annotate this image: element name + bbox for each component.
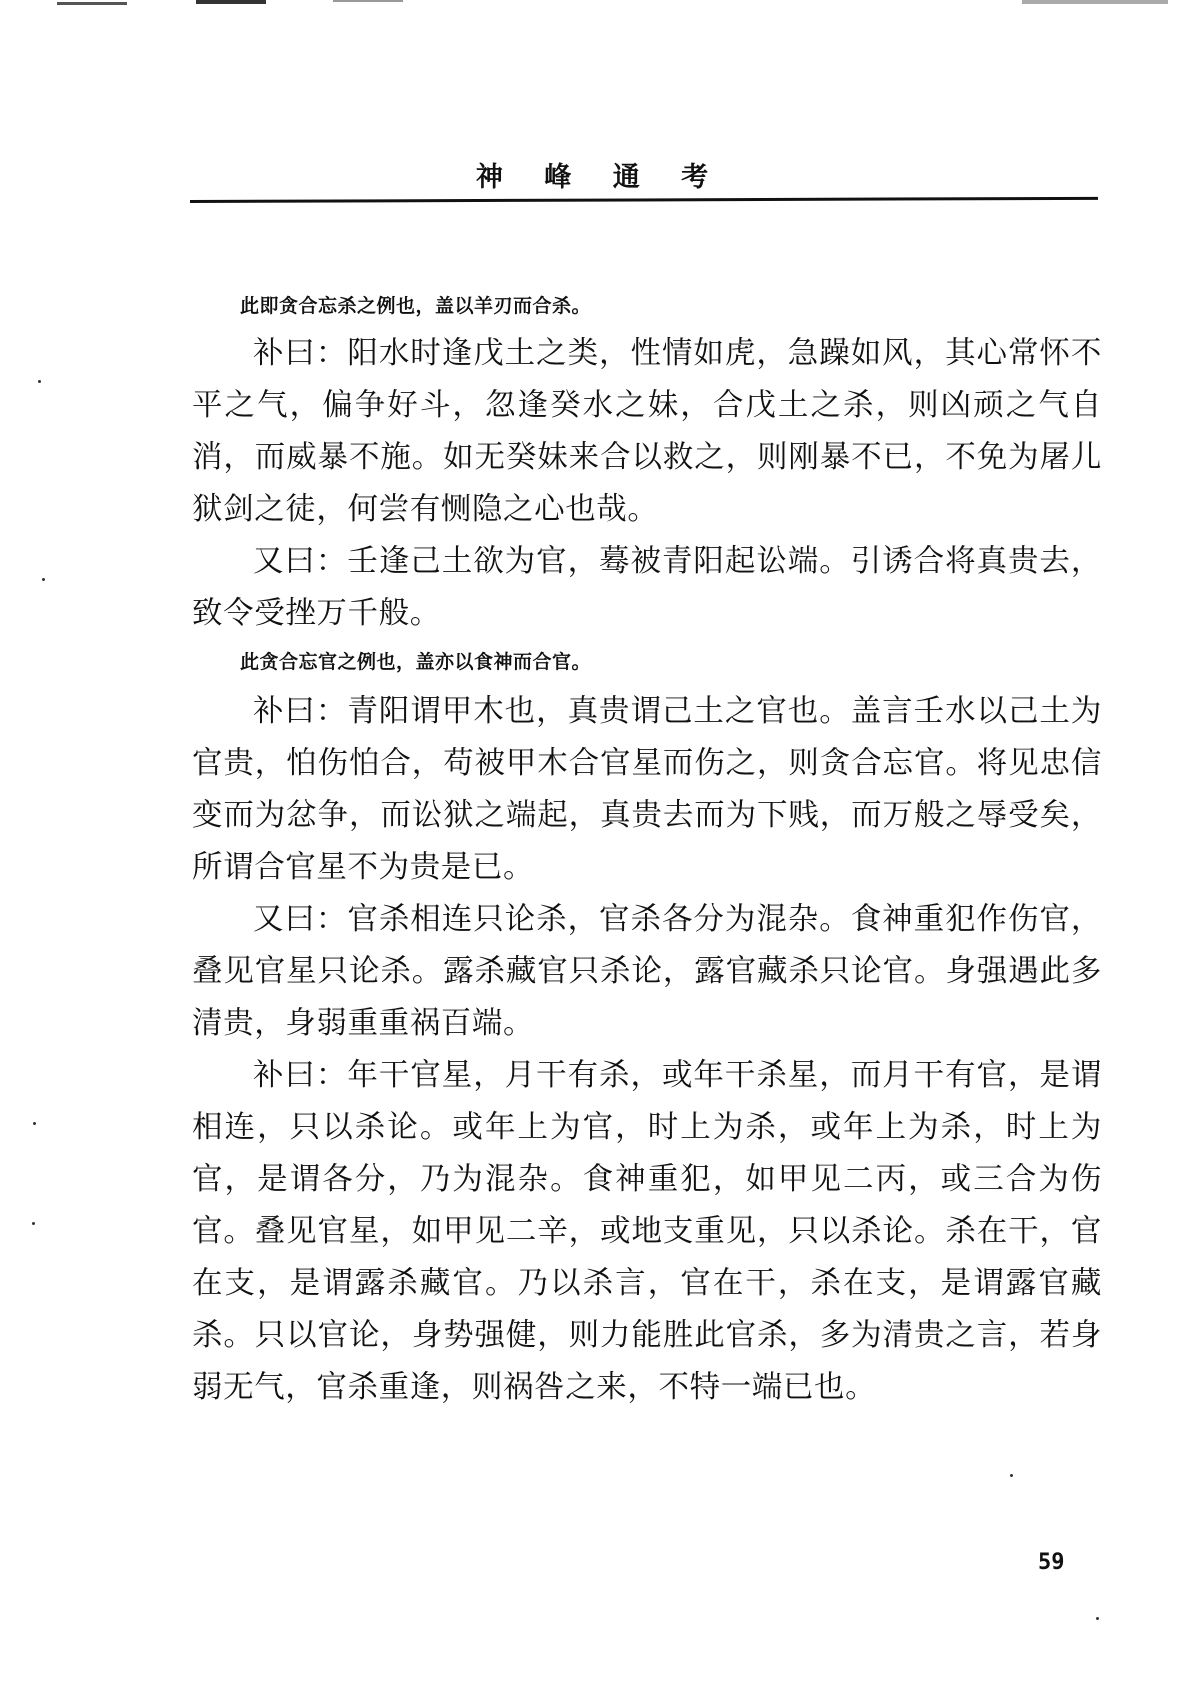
scan-artifact	[57, 2, 127, 5]
paragraph: 补曰：青阳谓甲木也，真贵谓己土之官也。盖言壬水以己土为官贵，怕伤怕合，苟被甲木合官星而伤之，则贪合忘官。将见忠信变而为忿争，而讼狱之端起，真贵去而为下贱，而万般之辱受矣，所谓合官星不为贵是已。	[192, 694, 1102, 885]
scan-speck	[42, 578, 45, 581]
scan-artifact	[1022, 0, 1168, 4]
header-rule	[190, 197, 1098, 203]
scan-speck	[1096, 1617, 1099, 1620]
annotation-note: 此贪合忘官之例也，盖亦以食神而合官。	[240, 651, 592, 673]
scan-speck	[33, 1122, 36, 1125]
paragraph: 补曰：阳水时逢戊土之类，性情如虎，急躁如风，其心常怀不平之气，偏争好斗，忽逢癸水之妹，合戊土之杀，则凶顽之气自消，而威暴不施。如无癸妹来合以救之，则刚暴不已，不免为屠儿狱剑之徒，何尝有恻隐之心也哉。	[192, 336, 1102, 527]
page-number: 59	[1038, 1550, 1065, 1575]
scan-speck	[32, 1222, 35, 1225]
scan-speck	[1010, 1474, 1013, 1477]
scan-artifact	[196, 0, 266, 4]
scan-speck	[38, 380, 41, 383]
paragraph: 补曰：年干官星，月干有杀，或年干杀星，而月干有官，是谓相连，只以杀论。或年上为官，时上为杀，或年上为杀，时上为官，是谓各分，乃为混杂。食神重犯，如甲见二丙，或三合为伤官。叠见官星，如甲见二辛，或地支重见，只以杀论。杀在干，官在支，是谓露杀藏官。乃以杀言，官在干，杀在支，是谓露官藏杀。只以官论，身势强健，则力能胜此官杀，多为清贵之言，若身弱无气，官杀重逢，则祸咎之来，不特一端已也。	[192, 1058, 1102, 1405]
annotation-note: 此即贪合忘杀之例也，盖以羊刃而合杀。	[240, 295, 592, 317]
page-body	[192, 290, 1102, 1414]
paragraph: 又曰：官杀相连只论杀，官杀各分为混杂。食神重犯作伤官，叠见官星只论杀。露杀藏官只杀论，露官藏杀只论官。身强遇此多清贵，身弱重重祸百端。	[192, 902, 1102, 1041]
paragraph: 又曰：壬逢己土欲为官，蓦被青阳起讼端。引诱合将真贵去，致令受挫万千般。	[192, 544, 1102, 631]
scan-artifact	[333, 0, 403, 2]
book-title: 神 峰 通 考	[475, 162, 725, 193]
